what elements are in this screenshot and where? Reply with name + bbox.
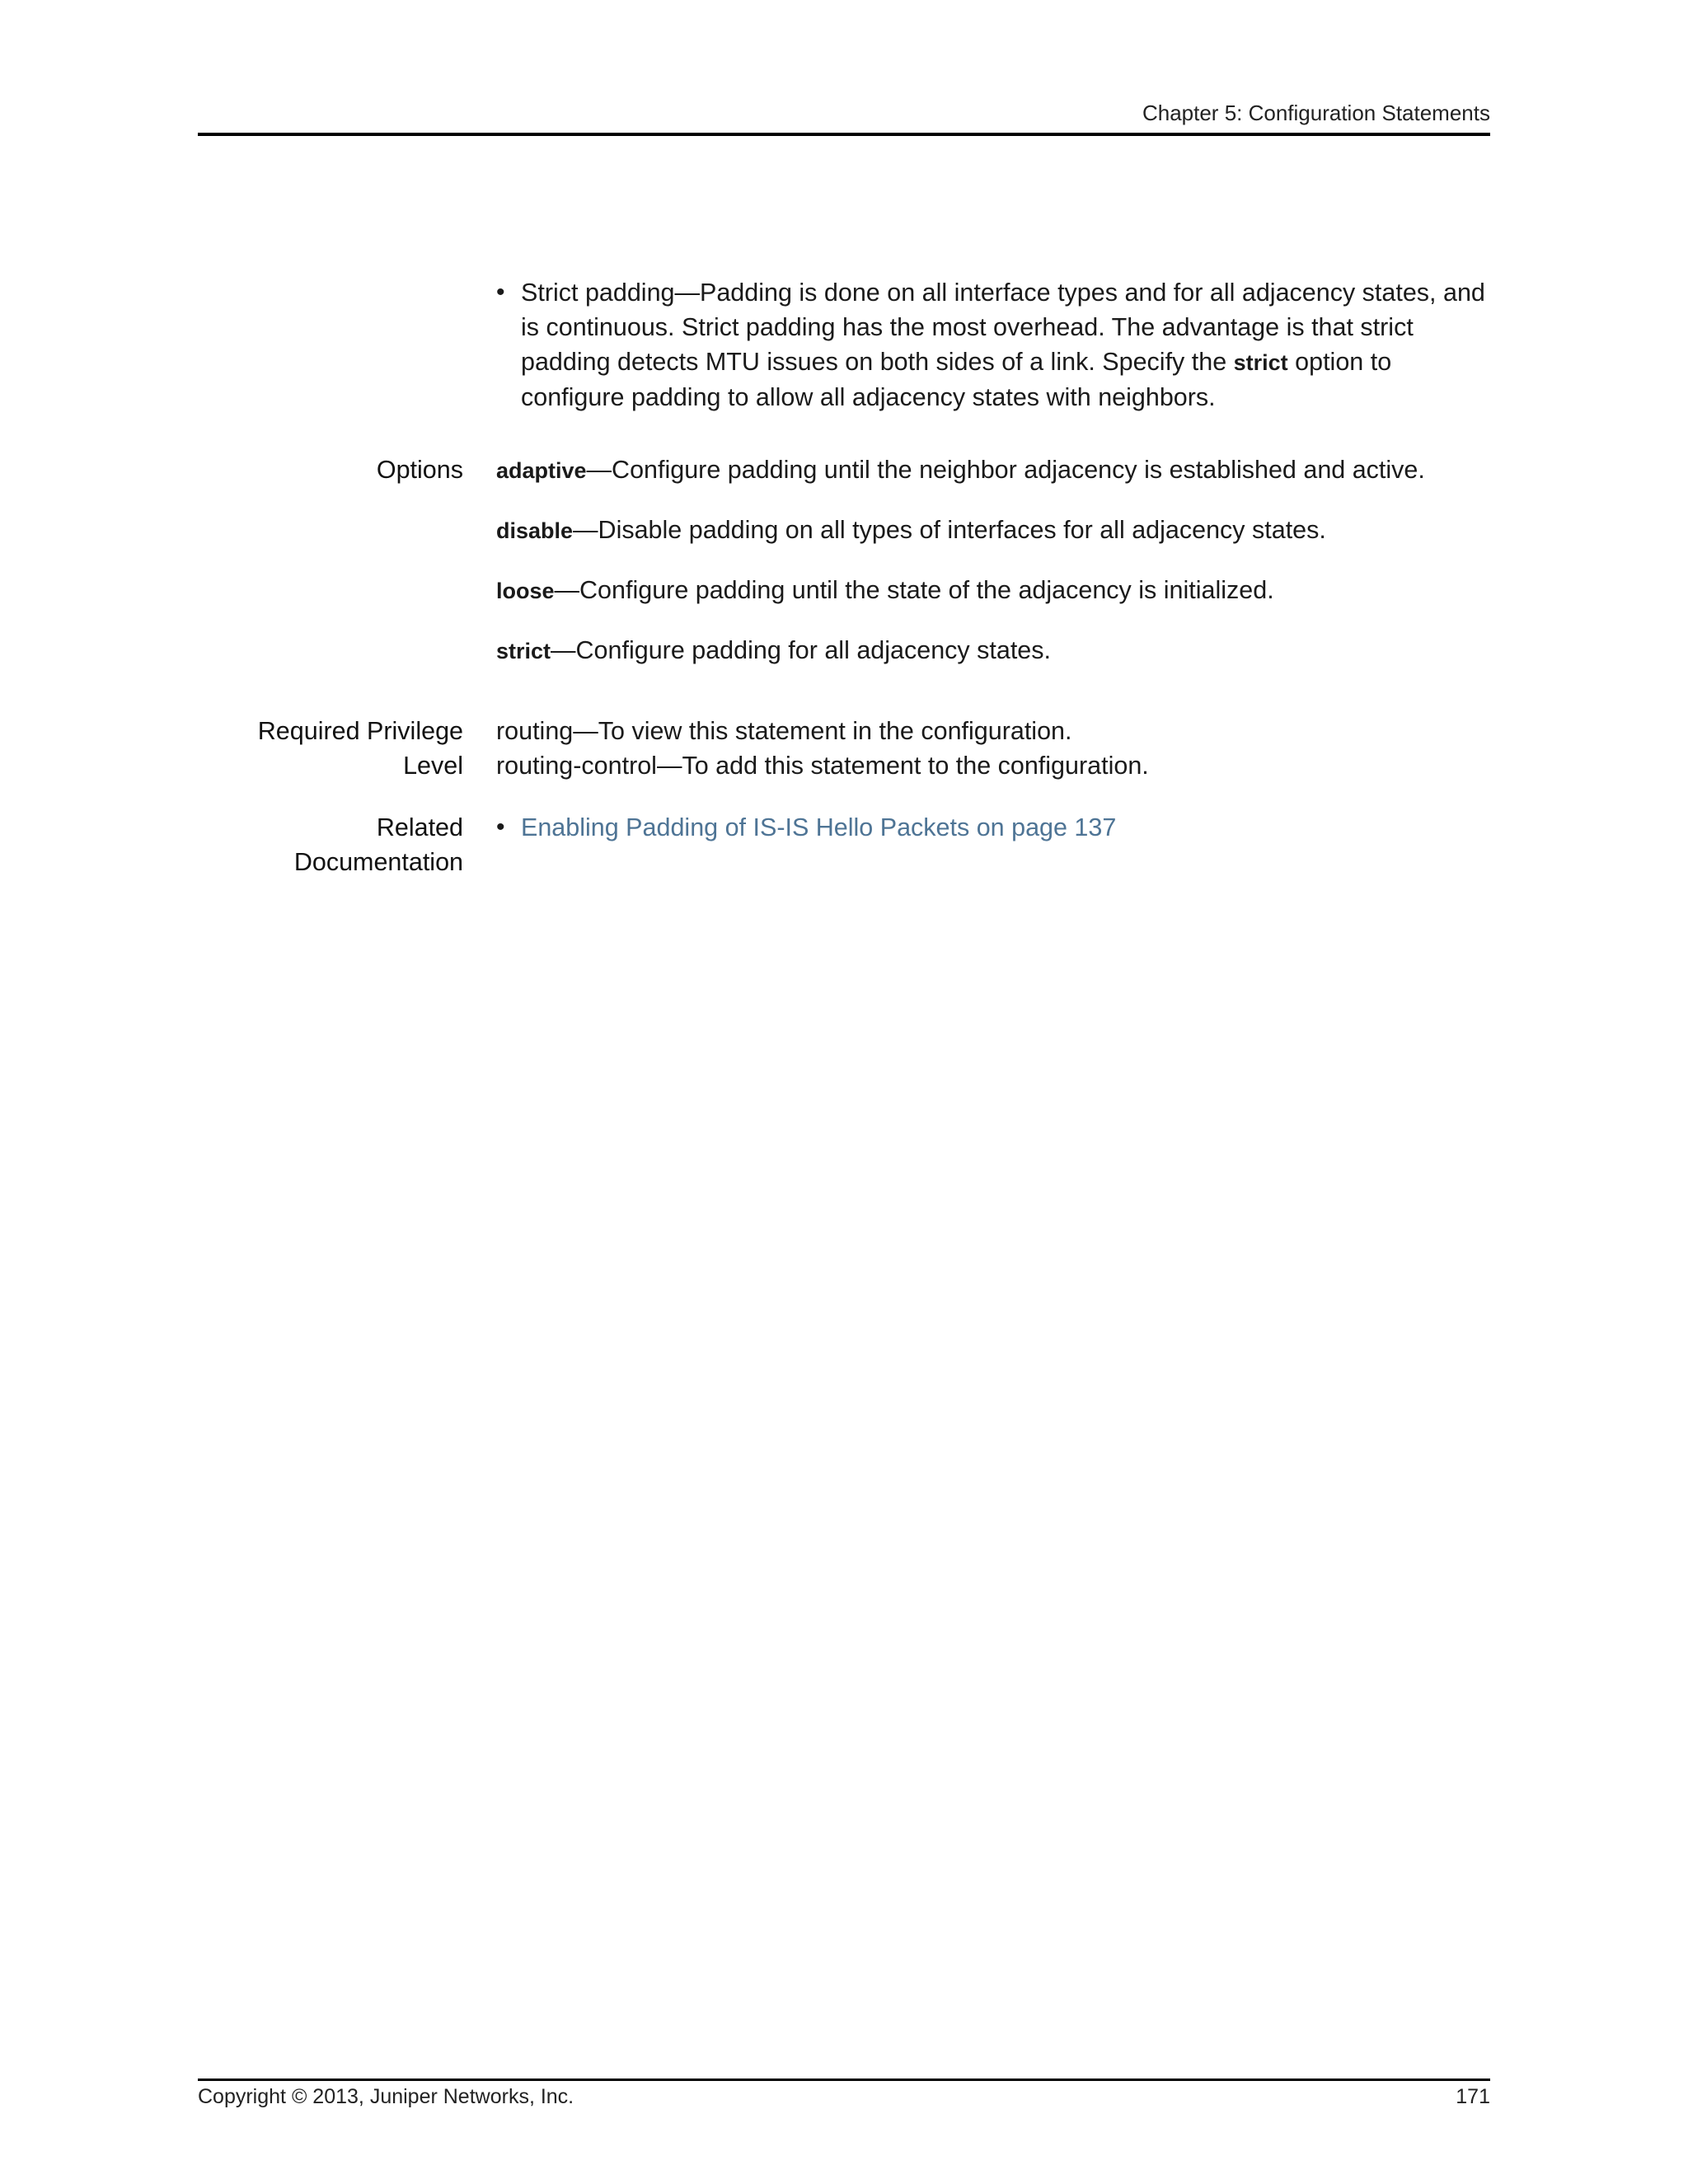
- privilege-label-line2: Level: [403, 752, 463, 780]
- privilege-label-line1: Required Privilege: [257, 717, 463, 745]
- option-strict: [496, 633, 1490, 668]
- option-loose: [496, 573, 1490, 608]
- bullet-icon: •: [496, 813, 505, 841]
- privilege-routing: routing—To view this statement in the configuration.: [496, 717, 1072, 745]
- options-label: Options: [376, 456, 463, 484]
- option-keyword: adaptive: [496, 458, 587, 483]
- strict-padding-bullet: [496, 275, 1490, 415]
- header-rule: [198, 133, 1490, 136]
- related-label: [198, 810, 463, 879]
- option-description: —Configure padding until the state of the adjacency is initialized.: [554, 576, 1274, 604]
- footer-rule: [198, 2079, 1490, 2081]
- option-description: —Configure padding for all adjacency states.: [551, 636, 1051, 664]
- privilege-body: [496, 714, 1490, 783]
- related-label-line2: Documentation: [293, 848, 463, 876]
- option-description: —Configure padding until the neighbor adjacency is established and active.: [586, 456, 1425, 484]
- related-body: [496, 810, 1490, 845]
- intro-bullet-list: [496, 275, 1490, 415]
- option-adaptive: [496, 452, 1490, 488]
- related-link-padding-hello-packets[interactable]: Enabling Padding of IS-IS Hello Packets on page 137: [521, 813, 1117, 841]
- options-body: [496, 452, 1490, 693]
- strict-padding-text-before: Strict padding—Padding is done on all interface types and for all adjacency states, and is continuous. Strict padding has the most overhead. The advantage is that strict padding detects MTU issues on both sides of a link. Specify the: [521, 279, 1485, 376]
- related-link-item: [496, 810, 1490, 845]
- privilege-label: [198, 714, 463, 783]
- footer-copyright: Copyright © 2013, Juniper Networks, Inc.: [198, 2085, 574, 2108]
- related-links-list: [496, 810, 1490, 845]
- privilege-routing-control: routing-control—To add this statement to the configuration.: [496, 752, 1149, 780]
- option-keyword: disable: [496, 518, 574, 543]
- bullet-icon: •: [496, 279, 505, 306]
- option-disable: [496, 513, 1490, 548]
- strict-keyword: strict: [1233, 350, 1288, 375]
- related-label-line1: Related: [376, 813, 463, 841]
- option-keyword: strict: [496, 639, 551, 663]
- option-keyword: loose: [496, 579, 555, 603]
- page-number: 171: [1456, 2085, 1490, 2108]
- running-header: Chapter 5: Configuration Statements: [1142, 101, 1490, 125]
- strict-padding-text-after: option to configure padding to allow all adjacency states with neighbors.: [521, 348, 1392, 411]
- option-description: —Disable padding on all types of interfaces for all adjacency states.: [573, 516, 1326, 544]
